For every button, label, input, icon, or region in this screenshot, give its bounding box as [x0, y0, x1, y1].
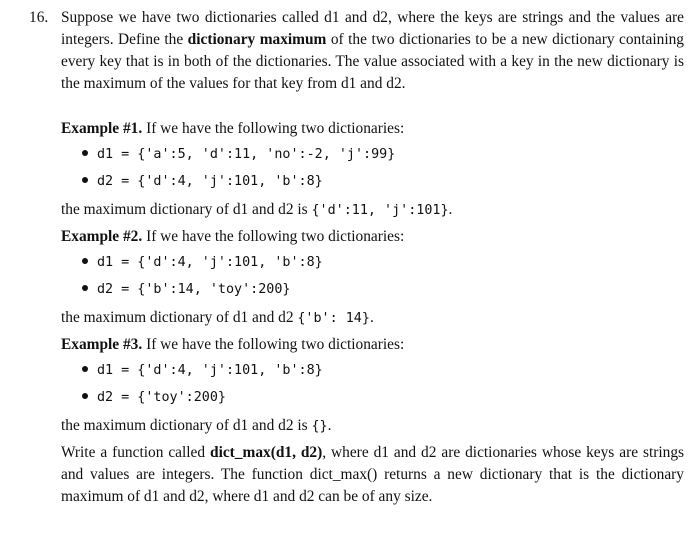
example-1-d1-code: d1 = {'a':5, 'd':11, 'no':-2, 'j':99} [97, 147, 396, 162]
example-2-d2 [82, 282, 290, 297]
example-2-d1-code: d1 = {'d':4, 'j':101, 'b':8} [97, 255, 323, 270]
example-3-result-code: {} [311, 419, 328, 434]
example-3-d2-code: d2 = {'toy':200} [97, 390, 226, 405]
example-1-title: Example #1. [61, 120, 143, 137]
bullet-icon [82, 177, 88, 183]
example-3-heading [61, 334, 404, 356]
example-2-lead: If we have the following two dictionaries: [142, 228, 405, 245]
bullet-icon [82, 366, 88, 372]
question-number: 16. [29, 9, 49, 26]
example-1-lead: If we have the following two dictionaries: [142, 120, 405, 137]
example-3-d1 [82, 363, 323, 378]
example-3-d1-code: d1 = {'d':4, 'j':101, 'b':8} [97, 363, 323, 378]
example-2-heading [61, 226, 404, 248]
example-1-result-end: . [448, 201, 453, 218]
example-1-heading [61, 118, 404, 140]
intro-text-1: Suppose we have two dictionaries called d1 and d2, where the keys are strings and the values are integers. Define the [61, 9, 684, 48]
bullet-icon [82, 393, 88, 399]
bullet-icon [82, 258, 88, 264]
example-3-d2 [82, 390, 226, 405]
example-3-result [61, 415, 331, 438]
example-1-d2-code: d2 = {'d':4, 'j':101, 'b':8} [97, 174, 323, 189]
example-2-d2-code: d2 = {'b':14, 'toy':200} [97, 282, 291, 297]
bullet-icon [82, 285, 88, 291]
example-2-result [61, 307, 374, 330]
example-2-d1 [82, 255, 323, 270]
task-function-signature: dict_max(d1, d2) [210, 444, 323, 461]
example-2-result-text: the maximum dictionary of d1 and d2 [61, 309, 298, 326]
example-1-d1 [82, 147, 395, 162]
example-3-title: Example #3. [61, 336, 143, 353]
example-1-result [61, 199, 452, 222]
example-1-result-text: the maximum dictionary of d1 and d2 is [61, 201, 312, 218]
example-2-title: Example #2. [61, 228, 143, 245]
question-intro [61, 7, 684, 95]
example-2-result-end: . [369, 309, 374, 326]
example-1-result-code: {'d':11, 'j':101} [311, 203, 449, 218]
example-1-d2 [82, 174, 323, 189]
bullet-icon [82, 150, 88, 156]
example-3-result-end: . [327, 417, 332, 434]
example-3-result-text: the maximum dictionary of d1 and d2 is [61, 417, 312, 434]
example-3-lead: If we have the following two dictionaries: [142, 336, 405, 353]
intro-text-2: of the two dictionaries to be a new dictionary containing every key that is in both of the dictionaries. The value associated with a key in the new dictionary is the maximum of the values for that key from d1 and d2. [61, 31, 684, 92]
intro-bold-term: dictionary maximum [187, 31, 327, 48]
task-text-2: , where d1 and d2 are dictionaries whose keys are strings and values are integers. The function dict_max() returns a new dictionary that is the dictionary maximum of d1 and d2, where d1 and d2 can be of any size. [61, 444, 685, 505]
example-2-result-code: {'b': 14} [297, 311, 370, 326]
task-text-1: Write a function called [61, 444, 211, 461]
task-description [61, 442, 684, 508]
